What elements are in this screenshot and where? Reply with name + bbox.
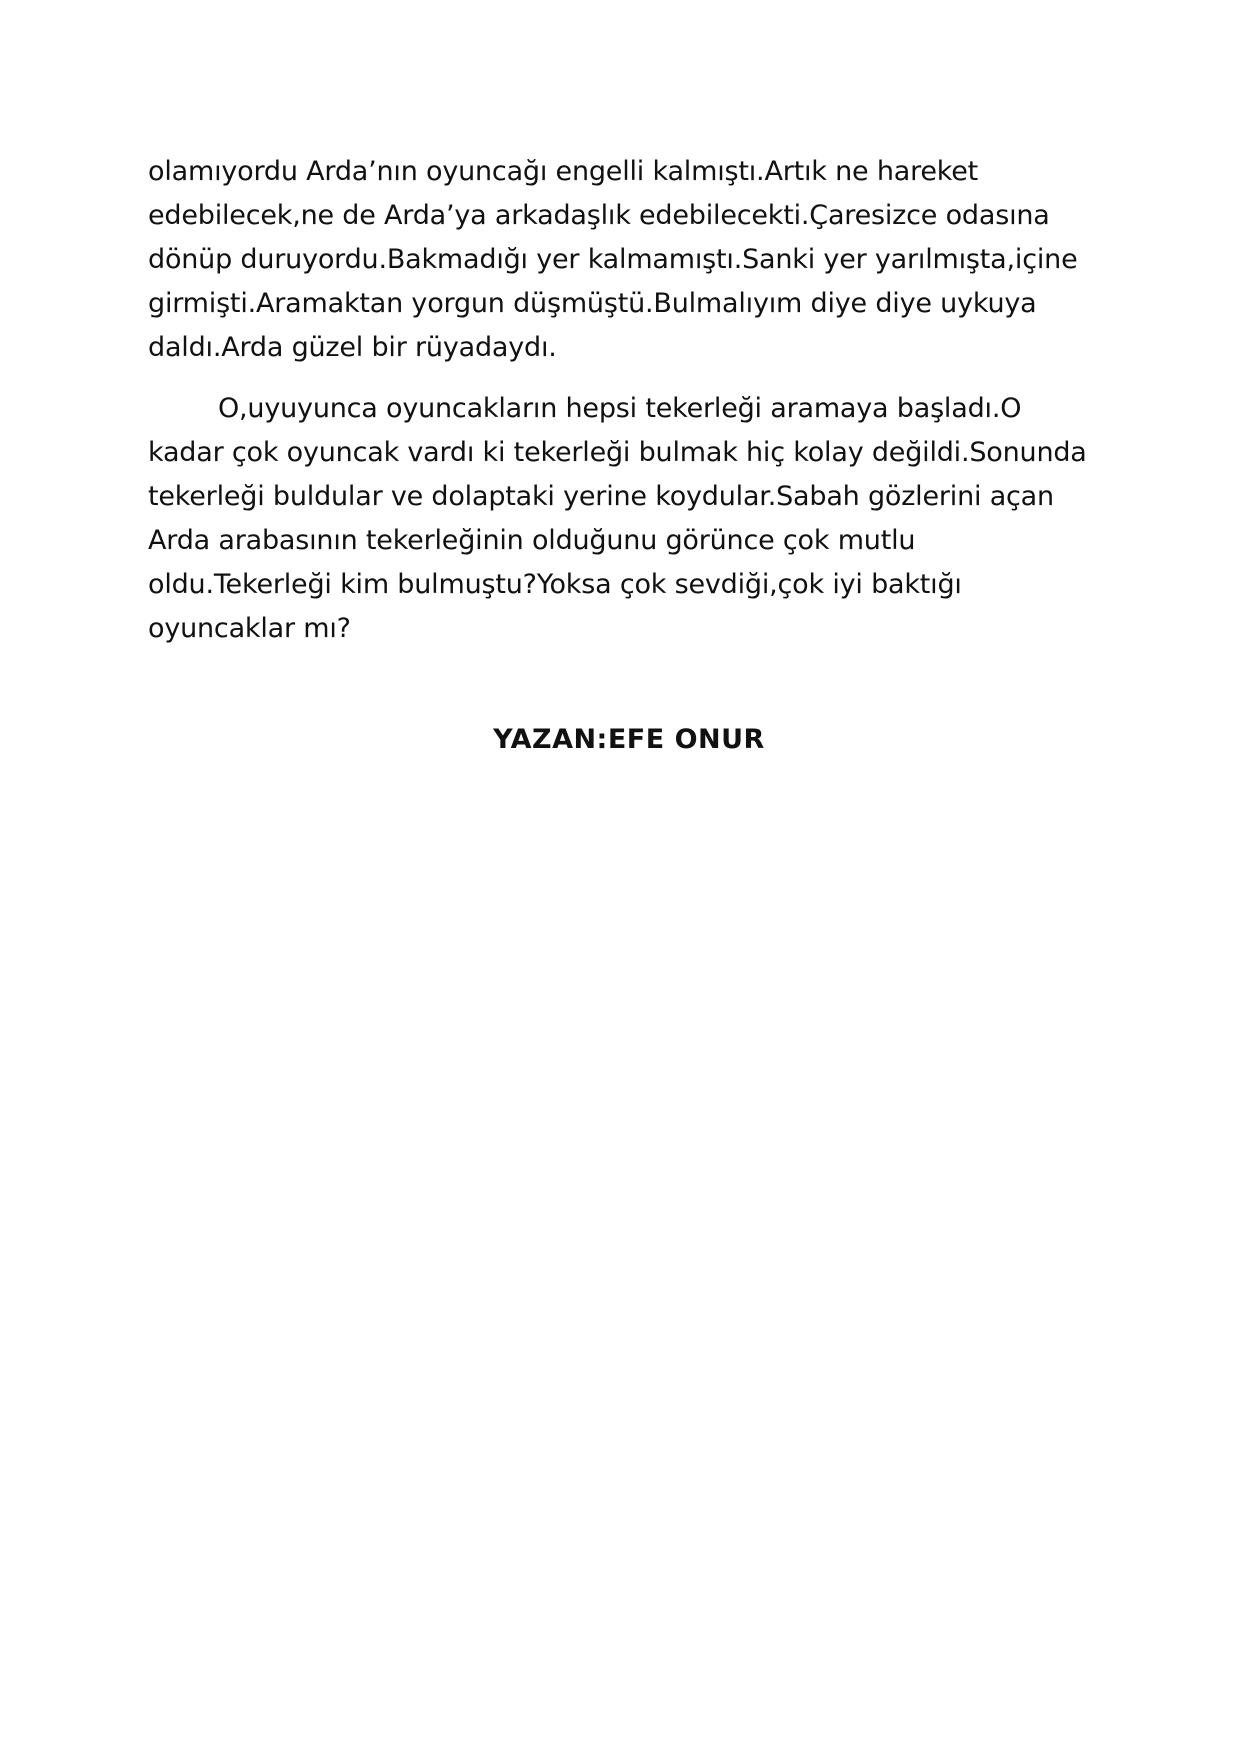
paragraph-line: dönüp duruyordu.Bakmadığı yer kalmamıştı.Sanki yer yarılmışta,içine [148, 244, 1078, 275]
paragraph-line: Arda arabasının tekerleğinin olduğunu görünce çok mutlu [148, 525, 916, 556]
paragraph-line: oyuncaklar mı? [148, 613, 351, 644]
paragraph-line: kadar çok oyuncak vardı ki tekerleği bulmak hiç kolay değildi.Sonunda [148, 437, 1087, 468]
paragraph-1 [148, 150, 1108, 370]
paragraph-line: daldı.Arda güzel bir rüyadaydı. [148, 332, 557, 363]
paragraph-line: tekerleği buldular ve dolaptaki yerine koydular.Sabah gözlerini açan [148, 481, 1054, 512]
paragraph-2 [148, 387, 1108, 651]
paragraph-line: olamıyordu Arda’nın oyuncağı engelli kalmıştı.Artık ne hareket [148, 156, 979, 187]
paragraph-line: edebilecek,ne de Arda’ya arkadaşlık edebilecekti.Çaresizce odasına [148, 200, 1050, 231]
paragraph-line: girmişti.Aramaktan yorgun düşmüştü.Bulmalıyım diye diye uykuya [148, 288, 1037, 319]
paragraph-line: oldu.Tekerleği kim bulmuştu?Yoksa çok sevdiği,çok iyi baktığı [148, 569, 962, 600]
paragraph-line: O,uyuyunca oyuncakların hepsi tekerleği aramaya başladı.O [218, 393, 1022, 424]
author-signature: YAZAN:EFE ONUR [493, 724, 765, 755]
